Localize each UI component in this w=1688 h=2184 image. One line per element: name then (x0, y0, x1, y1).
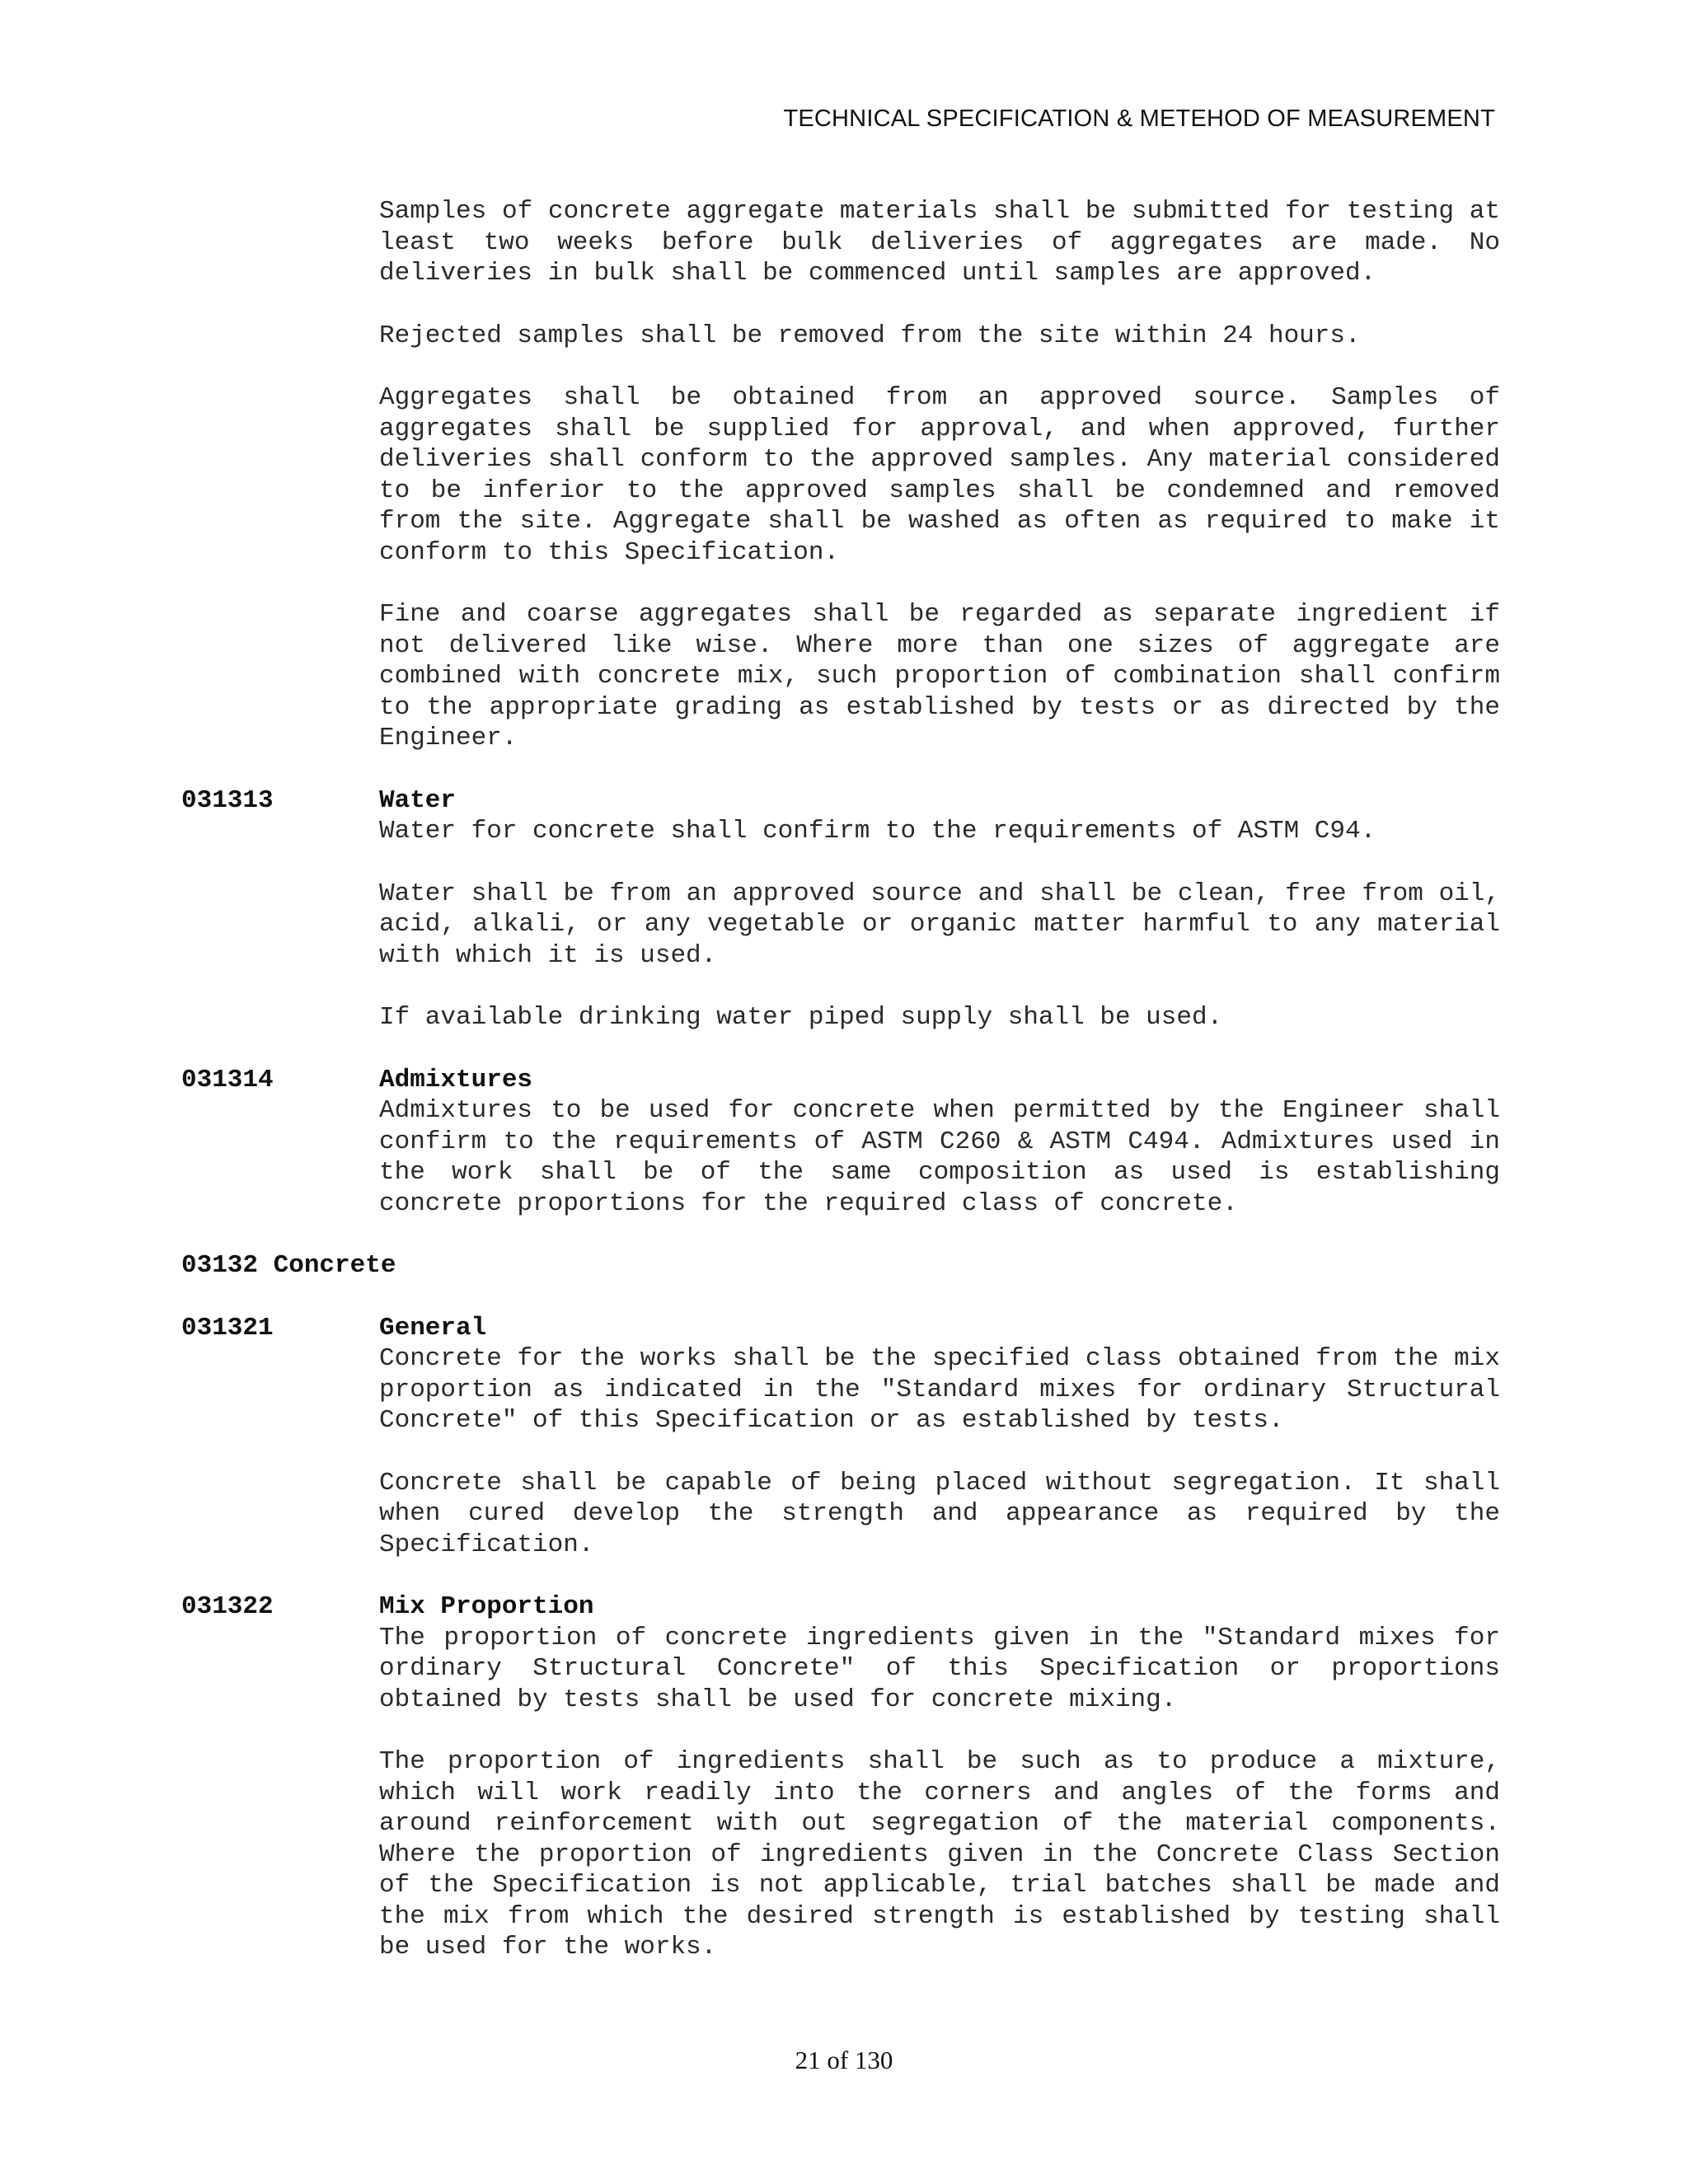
paragraph-aggregate-samples: Samples of concrete aggregate materials shall be submitted for testing at least two weeks before bulk deliveries of aggregates are made. No deliveries in bulk shall be commenced until samples are approved. (379, 197, 1500, 288)
paragraph-rejected-samples: Rejected samples shall be removed from the site within 24 hours. (379, 321, 1361, 350)
section-number: 031322 (181, 1592, 274, 1621)
paragraph-general-class: Concrete for the works shall be the specified class obtained from the mix proportion as indicated in the "Standard mixes for ordinary Structural Concrete" of this Specification or as established by tests. (379, 1344, 1500, 1435)
section-number: 031321 (181, 1313, 274, 1343)
paragraph-water-astm: Water for concrete shall confirm to the requirements of ASTM C94. (379, 817, 1376, 846)
paragraph-mix-ingredients: The proportion of ingredients shall be such as to produce a mixture, which will work readily into the corners and angles of the forms and around reinforcement with out segregation of the material components. Where the proportion of ingredients given in the Concrete Class Section of the Specification is not applicable, trial batches shall be made and the mix from which the desired strength is established by testing shall be used for the works. (379, 1747, 1500, 1961)
section-admixtures (181, 1065, 1500, 1220)
paragraph-admixtures: Admixtures to be used for concrete when permitted by the Engineer shall confirm to the requirements of ASTM C260 & ASTM C494. Admixtures used in the work shall be of the same composition as used is establishing concrete proportions for the required class of concrete. (379, 1096, 1500, 1218)
section-general (181, 1313, 1500, 1561)
paragraph-water-supply: If available drinking water piped supply shall be used. (379, 1003, 1223, 1032)
section-mix-proportion (181, 1591, 1500, 1963)
section-number: 031314 (181, 1065, 274, 1094)
page-header-title: TECHNICAL SPECIFICATION & METEHOD OF MEASUREMENT (783, 105, 1495, 132)
paragraph-water-source: Water shall be from an approved source and shall be clean, free from oil, acid, alkali, or any vegetable or organic matter harmful to any material with which it is used. (379, 879, 1500, 970)
section-number: 031313 (181, 785, 274, 815)
section-title: Admixtures (379, 1065, 533, 1094)
paragraph-fine-coarse-aggregates: Fine and coarse aggregates shall be regarded as separate ingredient if not delivered like wise. Where more than one sizes of aggregate are combined with concrete mix, such proportion of combination shall confirm to the appropriate grading as established by tests or as directed by the Engineer. (379, 600, 1500, 752)
document-body (181, 196, 1500, 1963)
paragraph-mix-standard: The proportion of concrete ingredients given in the "Standard mixes for ordinary Structural Concrete" of this Specification or proportions obtained by tests shall be used for concrete mixing. (379, 1623, 1500, 1714)
group-title-concrete: 03132 Concrete (181, 1251, 396, 1280)
section-title: General (379, 1313, 487, 1343)
section-title: Water (379, 785, 457, 815)
paragraph-aggregate-source: Aggregates shall be obtained from an approved source. Samples of aggregates shall be supplied for approval, and when approved, further deliveries shall conform to the approved samples. Any material considered to be inferior to the approved samples shall be condemned and removed from the site. Aggregate shall be washed as often as required to make it conform to this Specification. (379, 383, 1500, 567)
section-title: Mix Proportion (379, 1592, 594, 1621)
page-number: 21 of 130 (795, 2046, 893, 2074)
section-water (181, 785, 1500, 1033)
paragraph-general-segregation: Concrete shall be capable of being placed without segregation. It shall when cured develop the strength and appearance as required by the Specification. (379, 1468, 1500, 1559)
